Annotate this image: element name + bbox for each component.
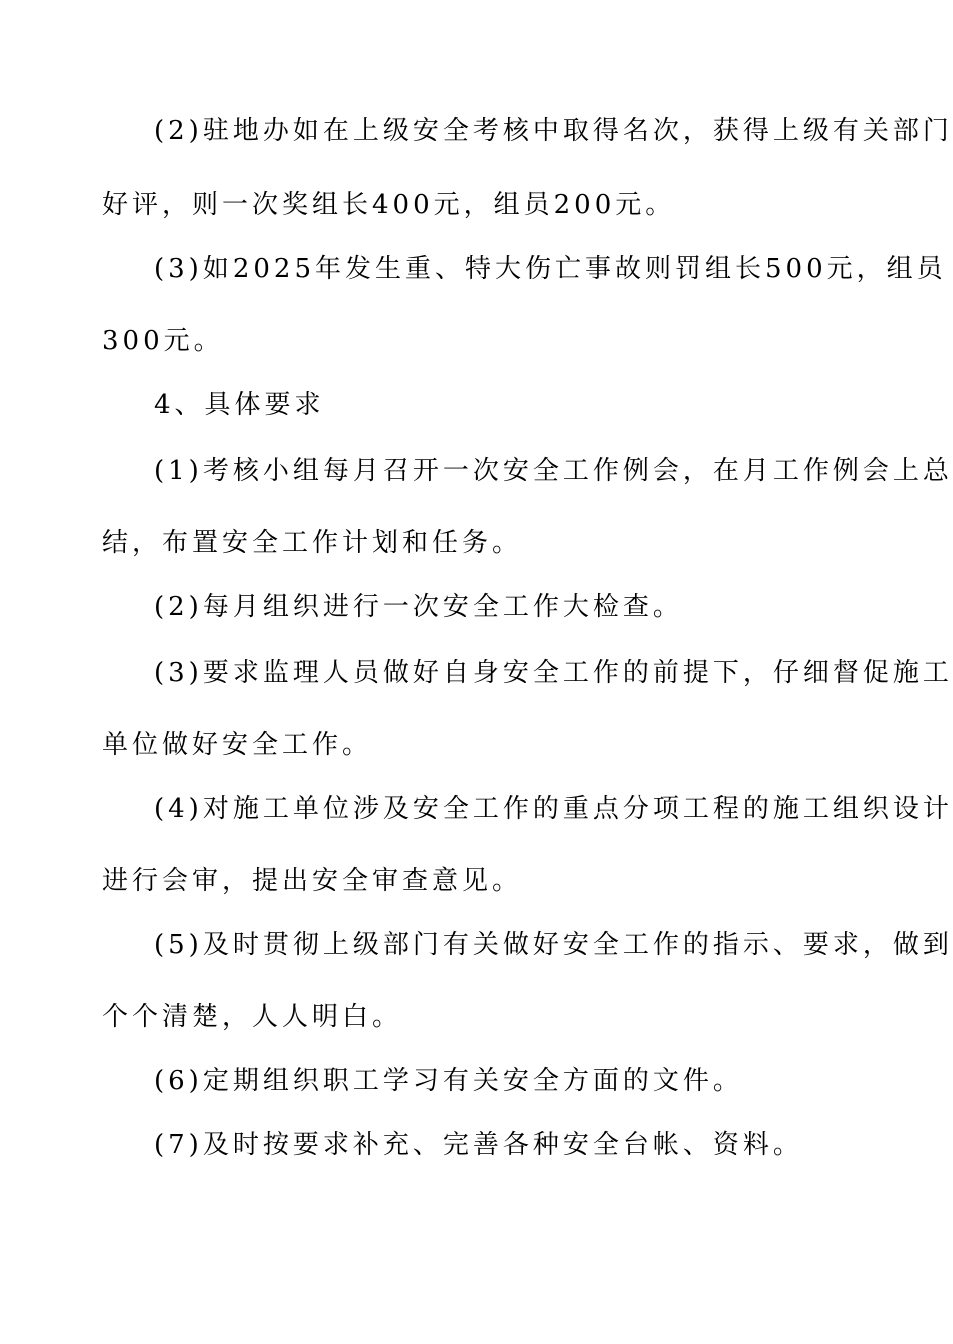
requirement-6: (6)定期组织职工学习有关安全方面的文件。	[154, 1066, 743, 1096]
requirement-2: (2)每月组织进行一次安全工作大检查。	[154, 592, 683, 622]
requirement-4-line-1: (4)对施工单位涉及安全工作的重点分项工程的施工组织设计	[154, 794, 953, 824]
requirement-4-line-2: 进行会审，提出安全审查意见。	[102, 866, 523, 896]
requirement-1-line-2: 结，布置安全工作计划和任务。	[102, 528, 523, 558]
section-heading: 4、具体要求	[154, 390, 325, 420]
paragraph-2-line-1: (2)驻地办如在上级安全考核中取得名次，获得上级有关部门	[154, 116, 953, 146]
paragraph-2-line-2: 好评，则一次奖组长400元，组员200元。	[102, 190, 676, 220]
requirement-5-line-2: 个个清楚，人人明白。	[102, 1002, 403, 1032]
paragraph-3-line-1: (3)如2025年发生重、特大伤亡事故则罚组长500元，组员	[154, 254, 947, 284]
requirement-3-line-1: (3)要求监理人员做好自身安全工作的前提下，仔细督促施工	[154, 658, 953, 688]
requirement-7: (7)及时按要求补充、完善各种安全台帐、资料。	[154, 1130, 803, 1160]
paragraph-3-line-2: 300元。	[102, 326, 224, 356]
requirement-3-line-2: 单位做好安全工作。	[102, 730, 373, 760]
requirement-5-line-1: (5)及时贯彻上级部门有关做好安全工作的指示、要求，做到	[154, 930, 953, 960]
requirement-1-line-1: (1)考核小组每月召开一次安全工作例会，在月工作例会上总	[154, 456, 953, 486]
